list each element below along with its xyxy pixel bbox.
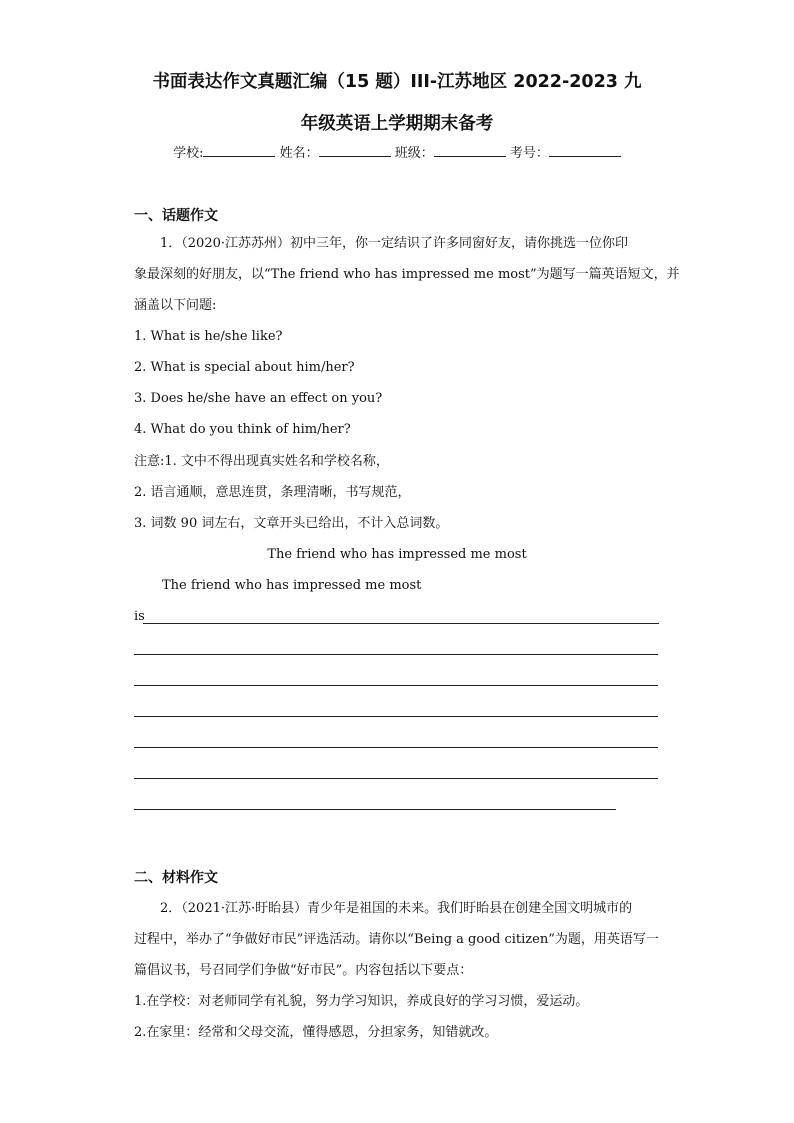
student-info-row (0, 144, 794, 163)
question-2-point-1: 1.在学校：对老师同学有礼貌，努力学习知识，养成良好的学习习惯，爱运动。 (134, 994, 589, 1009)
writing-line-2[interactable] (134, 654, 658, 655)
guide-question-3: 3. Does he/she have an effect on you? (134, 391, 383, 406)
writing-line-3[interactable] (134, 685, 658, 686)
writing-line-4[interactable] (134, 716, 658, 717)
class-blank[interactable] (434, 144, 506, 157)
writing-line-6[interactable] (134, 778, 658, 779)
note-3: 3. 词数 90 词左右，文章开头已给出，不计入总词数。 (134, 516, 449, 531)
class-label: 班级： (394, 146, 434, 161)
question-1-line-2: 象最深刻的好朋友，以“The friend who has impressed me most”为题写一篇英语短文，并 (134, 267, 680, 282)
school-blank[interactable] (203, 144, 275, 157)
question-2-line-1: 2．（2021·江苏·盱眙县）青少年是祖国的未来。我们盱眙县在创建全国文明城市的 (160, 901, 633, 916)
document-title-line-1: 书面表达作文真题汇编（15 题）III-江苏地区 2022-2023 九 (152, 72, 642, 92)
school-label: 学校: (173, 146, 204, 161)
exam-number-blank[interactable] (549, 144, 621, 157)
essay-is-word: is (134, 609, 145, 624)
writing-line-7[interactable] (134, 809, 616, 810)
document-title-line-2: 年级英语上学期期末备考 (300, 114, 494, 134)
guide-question-4: 4. What do you think of him/her? (134, 422, 351, 437)
essay-title: The friend who has impressed me most (267, 547, 527, 562)
name-blank[interactable] (319, 144, 391, 157)
section-heading-material-essay: 二、材料作文 (134, 870, 218, 886)
exam-number-label: 考号： (509, 146, 549, 161)
note-1: 注意:1. 文中不得出现真实姓名和学校名称， (134, 454, 389, 469)
note-2: 2. 语言通顺，意思连贯，条理清晰，书写规范， (134, 485, 411, 500)
guide-question-2: 2. What is special about him/her? (134, 360, 355, 375)
question-1-line-3: 涵盖以下问题: (134, 298, 217, 313)
question-1-line-1: 1．（2020·江苏苏州）初中三年，你一定结识了许多同窗好友，请你挑选一位你印 (160, 236, 628, 251)
writing-line-1[interactable] (143, 623, 659, 624)
question-2-point-2: 2.在家里：经常和父母交流，懂得感恩，分担家务，知错就改。 (134, 1025, 498, 1040)
writing-line-5[interactable] (134, 747, 658, 748)
name-label: 姓名： (279, 146, 319, 161)
section-heading-topic-essay: 一、话题作文 (134, 208, 218, 224)
question-2-line-2: 过程中，举办了“争做好市民”评选活动。请你以“Being a good citizen”为题，用英语写一 (134, 932, 659, 947)
question-2-line-3: 篇倡议书，号召同学们争做“好市民”。内容包括以下要点： (134, 963, 473, 978)
guide-question-1: 1. What is he/she like? (134, 329, 283, 344)
essay-opening: The friend who has impressed me most (162, 578, 422, 593)
